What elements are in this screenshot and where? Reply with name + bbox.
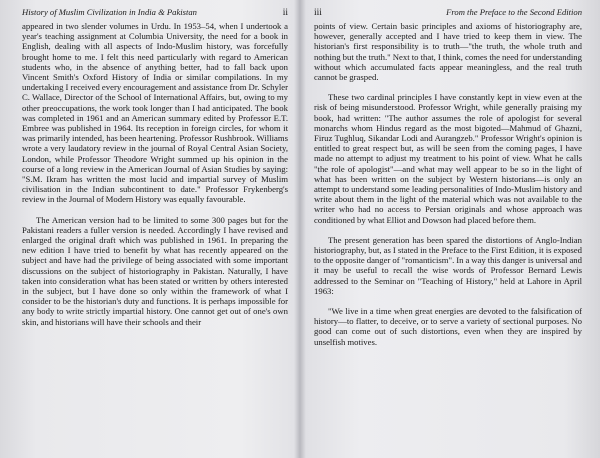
right-running-header (314, 5, 582, 21)
right-header-title: From the Preface to the Second Edition (446, 7, 582, 17)
left-page (0, 0, 298, 458)
left-header-title: History of Muslim Civilization in India & Pakistan (22, 7, 197, 17)
left-page-number: ii (282, 8, 288, 18)
right-paragraph-2: These two cardinal principles I have constantly kept in view even at the risk of being misunderstood. Professor Wright, while generally praising my book, had written: "The author assumes the role of apologist for several monarchs whom Hindus regard as the most bigoted—Mahmud of Ghazni, Firuz Tughluq, Sikandar Lodi and Aurangzeb." Professor Wright's opinion is entitled to great respect but, as will be seen from the coming pages, I have made no attempt to adjust my treatment to his point of view. What he calls "the role of apologist"—and what may well appear to be so in the light of what has been written on the subject by Western historians—is only an attempt to understand some leading personalities of Indo-Muslim history and write about them in the light of the material which was not available to the writer who had no access to Persian originals and whose approach was conditioned by what Elliot and Dowson had placed before them. (314, 92, 582, 225)
left-paragraph-2: The American version had to be limited to some 300 pages but for the Pakistani readers a fuller version is needed. Accordingly I have revised and enlarged the original draft which was published in 1961. In preparing the new edition I have tried to benefit by what has recently appeared on the subject and have had the privilege of being associated with some important discussions on the subject of historiography in Pakistan. Naturally, I have taken into consideration what has been stated or written by others interested in the subject, but I have done so only within the framework of what I consider to be the historian's duty and functions. It is perhaps impossible for any body to write strictly impartial history. One cannot get out of one's own skin, and historians will have their schools and their (22, 214, 288, 327)
right-page (302, 0, 600, 458)
right-page-body (314, 21, 582, 347)
left-paragraph-1: appeared in two slender volumes in Urdu. In 1953–54, when I undertook a year's teaching assignment at Columbia University, the need for a book in English, dealing with all aspects of Indo-Muslim history, was forcefully brought home to me. I felt this need particularly with regard to American students who, in the absence of anything better, had to fall back upon Vincent Smith's Oxford History of India or similar compilations. In my undertaking I received every encouragement and assistance from Dr. Schyler C. Wallace, Director of the School of International Affairs, but, owing to my other preoccupations, the work took longer than I had anticipated. The book was completed in 1961 and an American summary edited by Professor E.T. Embree was published in 1964. Its reception in foreign circles, for whom it was primarily intended, has been heartening. Professor Rushbrook. Williams wrote a very laudatory review in the journal of Royal Central Asian Society, London, while Professor Theodore Wright summed up his opinion in the course of a long review in the American Journal of Asian Studies by saying: "S.M. Ikram has written the most lucid and impartial survey of Muslim civilisation in the Indian subcontinent to date." Professor Frykenberg's review in the Journal of Modern History was equally favourable. (22, 21, 288, 205)
left-running-header (22, 5, 288, 21)
right-paragraph-1: points of view. Certain basic principles and axioms of historiography are, however, generally accepted and I have tried to keep them in view. The historian's first responsibility is to truth—"the truth, the whole truth and nothing but the truth." Next to that, I think, comes the need for understanding without which accumulated facts appear meaningless, and the real truth cannot be grasped. (314, 21, 582, 83)
left-page-body (22, 21, 288, 327)
right-paragraph-4: "We live in a time when great energies are devoted to the falsification of history—to flatter, to deceive, or to serve a variety of sectional purposes. No good can come out of such distortions, even when they are inspired by unselfish motives. (314, 306, 582, 347)
right-paragraph-3: The present generation has been spared the distortions of Anglo-Indian historiography, but, as I stated in the Preface to the First Edition, it is exposed to the opposite danger of "romanticism". In a way this danger is universal and it may be useful to recall the wise words of Professor Bernard Lewis addressed to the Seminar on "Teaching of History," held at Lahore in April 1963: (314, 234, 582, 296)
right-page-number: iii (314, 8, 322, 18)
